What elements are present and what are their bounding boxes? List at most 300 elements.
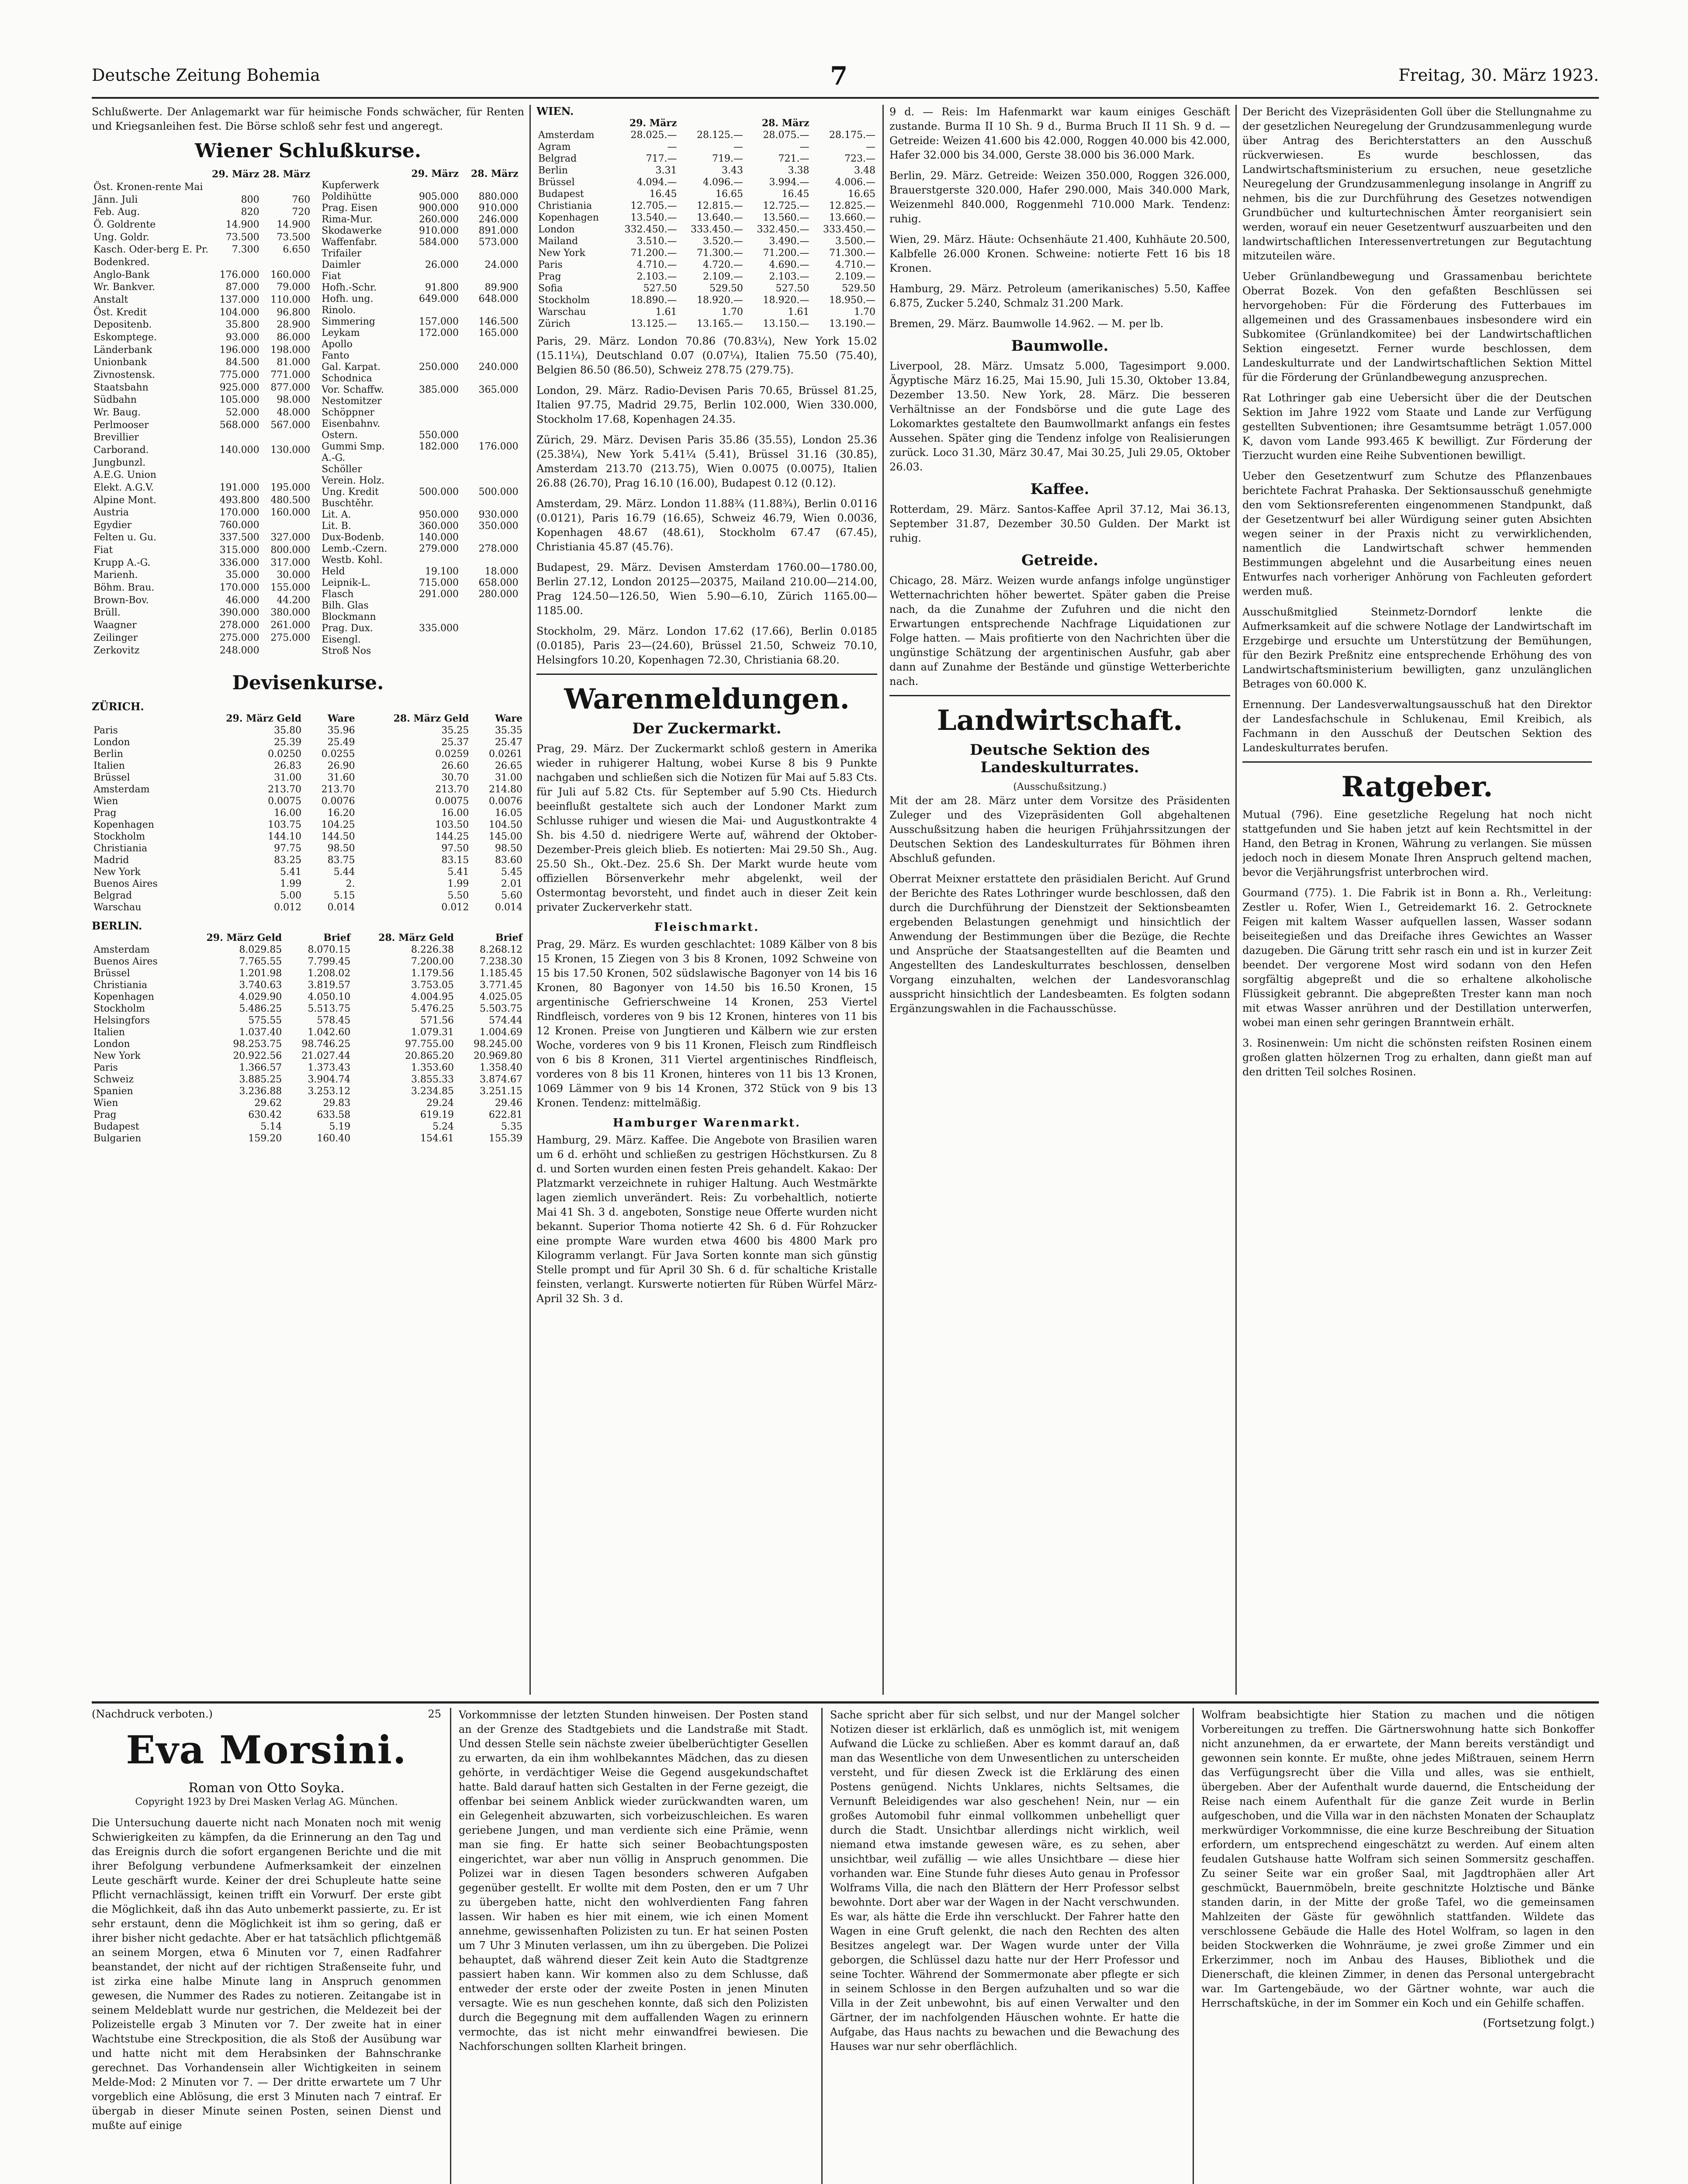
column-header bbox=[92, 713, 189, 725]
table-cell-label: Feb. Aug. bbox=[93, 207, 140, 218]
table-cell-value bbox=[401, 396, 460, 407]
table-cell-value bbox=[401, 612, 460, 623]
table-cell-label: Schöppner bbox=[322, 407, 374, 418]
table-cell-value: 275.000 bbox=[270, 632, 311, 643]
table-row bbox=[320, 396, 524, 407]
table-cell-value: 97.75 bbox=[274, 843, 302, 854]
table-cell-value: 719.— bbox=[712, 153, 743, 164]
table-row bbox=[320, 305, 524, 316]
table-cell-value: 83.75 bbox=[327, 855, 355, 866]
table-cell-value: 5.24 bbox=[432, 1121, 454, 1132]
table-cell-value: 16.00 bbox=[441, 808, 469, 819]
table-cell-value: 649.000 bbox=[419, 294, 459, 304]
table-cell-value bbox=[261, 432, 312, 444]
table-row bbox=[92, 956, 524, 968]
table-row bbox=[92, 319, 315, 332]
table-cell-value: 910.000 bbox=[419, 225, 459, 236]
table-cell-value bbox=[401, 305, 460, 316]
table-row bbox=[320, 589, 524, 600]
table-cell-value bbox=[261, 644, 312, 657]
commodity-note: Bremen, 29. März. Baumwolle 14.962. — M. per lb. bbox=[889, 318, 1164, 330]
table-cell-value bbox=[401, 271, 460, 282]
table-cell-value: 160.000 bbox=[270, 507, 311, 518]
table-cell-value: 493.800 bbox=[219, 494, 259, 506]
table-cell-value: 385.000 bbox=[419, 384, 459, 395]
commodity-note: 9 d. — Reis: Im Hafenmarkt war kaum einiges Geschäft zustande. Burma II 10 Sh. 9 d., Burma Bruch II 11 Sh. 9 d. — Getreide: Weizen 41.600 bis 42.000, Roggen 40.000 bis 42.000, Hafer 32.000 bis 34.000, Gerste 38.000 bis 36.000 Mark. bbox=[889, 106, 1230, 161]
table-cell-label: Italien bbox=[93, 1027, 125, 1038]
table-cell-value: 71.200.— bbox=[630, 248, 677, 259]
table-cell-value: 261.000 bbox=[270, 620, 311, 631]
table-cell-value bbox=[460, 453, 520, 464]
table-cell-value bbox=[460, 600, 520, 612]
table-cell-value bbox=[401, 600, 460, 612]
table-row bbox=[320, 225, 524, 237]
table-row bbox=[320, 498, 524, 509]
wien-label: WIEN. bbox=[536, 105, 574, 117]
table-cell-value: 550.000 bbox=[419, 430, 459, 441]
stock-tables bbox=[92, 168, 524, 657]
table-cell-value: 278.000 bbox=[478, 543, 519, 554]
table-cell-value: 350.000 bbox=[478, 521, 519, 532]
table-cell-label: Länderbank bbox=[93, 344, 152, 356]
column-header: 28. März bbox=[470, 168, 519, 180]
column-header: 29. März Geld bbox=[206, 932, 282, 943]
table-cell-label: Leykam bbox=[322, 328, 360, 339]
column-header bbox=[320, 168, 401, 180]
table-cell-label: Amsterdam bbox=[93, 784, 150, 795]
table-cell-label: Zerkovitz bbox=[93, 645, 140, 656]
table-row bbox=[92, 582, 315, 594]
table-cell-value: 14.900 bbox=[277, 219, 311, 231]
table-cell-value: 35.80 bbox=[274, 725, 302, 736]
table-cell-value: 170.000 bbox=[219, 507, 259, 518]
table-row bbox=[92, 831, 524, 843]
table-cell-value: 619.19 bbox=[420, 1109, 454, 1120]
table-cell-value bbox=[460, 396, 520, 407]
roman-author: Roman von Otto Soyka. bbox=[188, 1780, 345, 1796]
table-cell-value: 3.234.85 bbox=[411, 1086, 454, 1097]
table-cell-value: 214.80 bbox=[489, 784, 522, 795]
table-row bbox=[320, 259, 524, 271]
table-cell-value: 1.99 bbox=[447, 878, 469, 889]
table-cell-value: 0.0076 bbox=[321, 796, 355, 807]
table-cell-value: 83.60 bbox=[495, 855, 522, 866]
commodity-note: Berlin, 29. März. Getreide: Weizen 350.000, Roggen 326.000, Brauerstgerste 320.000, Hafer 290.000, Mais 340.000 Mark, Weizenmehl 840.000, Roggenmehl 710.000 Mark. Tendenz: ruhig. bbox=[889, 169, 1230, 225]
wien-table bbox=[536, 105, 877, 330]
table-cell-value: 26.60 bbox=[441, 760, 469, 771]
table-cell-label: Nestomitzer bbox=[322, 396, 382, 407]
table-cell-label: Zivnostensk. bbox=[93, 369, 156, 380]
table-row bbox=[536, 224, 877, 235]
table-cell-value: 5.486.25 bbox=[239, 1003, 282, 1014]
table-cell-label: Krupp A.-G. bbox=[93, 557, 151, 568]
table-row bbox=[536, 212, 877, 224]
table-cell-label: Gummi Smp. bbox=[322, 441, 385, 452]
table-row bbox=[536, 318, 877, 330]
table-cell-label: Westb. Kohl. bbox=[322, 555, 383, 566]
table-row bbox=[536, 283, 877, 294]
table-cell-value bbox=[210, 181, 261, 194]
table-cell-label: Christiania bbox=[93, 980, 148, 991]
table-cell-value: — bbox=[667, 142, 677, 152]
table-cell-label: Prag. Dux. bbox=[322, 623, 374, 634]
table-cell-value: 333.450.— bbox=[690, 224, 743, 235]
table-cell-label: Wien bbox=[93, 796, 118, 807]
table-cell-value: 30.000 bbox=[277, 570, 311, 581]
getreide-text: Chicago, 28. März. Weizen wurde anfangs infolge ungünstiger Wetternachrichten höher bewertet. Später gaben die Preise nach, da die Zunahme der Zufuhren und die nicht den Erwartungen entsprechende Nachfrage Liquidationen zur Folge hatten. — Mais profitierte von den Nachrichten über die ungünstige Schätzung der argentinischen Ausfuhr, gab aber dann auf Zunahme der Bestände und günstige Wetterberichte nach. bbox=[889, 574, 1230, 688]
table-cell-value bbox=[401, 418, 460, 430]
table-row bbox=[320, 191, 524, 203]
section-rule bbox=[536, 674, 877, 675]
table-cell-value: 13.190.— bbox=[829, 318, 875, 329]
table-cell-value: 71.300.— bbox=[696, 248, 743, 259]
table-cell-value bbox=[401, 373, 460, 384]
table-cell-label: Brüssel bbox=[538, 177, 575, 188]
table-row bbox=[92, 394, 315, 407]
table-cell-value: 5.35 bbox=[501, 1121, 522, 1132]
table-row bbox=[92, 544, 315, 557]
table-cell-value: 3.253.12 bbox=[308, 1086, 351, 1097]
table-cell-value: 1.70 bbox=[854, 307, 875, 318]
issue-date: Freitag, 30. März 1923. bbox=[1398, 66, 1599, 85]
table-cell-value: 35.000 bbox=[225, 570, 259, 581]
table-cell-value: 16.20 bbox=[327, 808, 355, 819]
table-cell-value: 527.50 bbox=[775, 283, 809, 294]
table-cell-value: 26.83 bbox=[274, 760, 302, 771]
table-cell-label: Blockmann bbox=[322, 612, 376, 622]
table-cell-value: 8.029.85 bbox=[239, 944, 282, 955]
table-cell-label: Held bbox=[322, 566, 345, 577]
table-cell-value: 31.00 bbox=[495, 772, 522, 783]
table-cell-value: 159.20 bbox=[248, 1133, 282, 1144]
table-cell-label: Buenos Aires bbox=[93, 878, 158, 889]
table-cell-label: Brüssel bbox=[93, 968, 130, 979]
table-cell-value: 28.125.— bbox=[696, 130, 743, 141]
sektion-heading: Deutsche Sektion des Landeskulturrates. bbox=[970, 741, 1150, 776]
table-cell-value: 16.00 bbox=[274, 808, 302, 819]
table-cell-value: 96.800 bbox=[277, 307, 311, 318]
table-cell-value: 83.15 bbox=[441, 855, 469, 866]
boersen-note: Amsterdam, 29. März. London 11.88¾ (11.88¾), Berlin 0.0116 (0.0121), Paris 16.79 (16.65), Schweiz 46.79, Wien 0.0036, Kopenhagen 48.67 (48.61), Stockholm 67.47 (67.45), Christiania 45.87 (45.76). bbox=[536, 498, 877, 553]
table-cell-value: 48.000 bbox=[277, 407, 311, 418]
table-row bbox=[92, 269, 315, 281]
table-cell-label: Eisengl. bbox=[322, 634, 361, 645]
table-cell-value: 28.900 bbox=[277, 319, 311, 331]
column-header: 28. März Geld bbox=[393, 713, 469, 724]
table-cell-label: Wr. Baug. bbox=[93, 407, 141, 418]
table-cell-label: Fiat bbox=[93, 545, 113, 556]
landwirtschaft-text-7: Ausschußmitglied Steinmetz-Dorndorf lenkte die Aufmerksamkeit auf die schwere Notlage der Landwirtschaft im Erzgebirge und ersuchte um Unterstützung der Bemühungen, für den Bezirk Preßnitz eine entsprechende Erhöhung des von Landwirtschaftsministerium bewilligten, ganz unzulänglichen Betrages von 60.000 K. bbox=[1242, 606, 1592, 690]
table-row bbox=[536, 188, 877, 200]
table-row bbox=[92, 854, 524, 866]
table-cell-value: 880.000 bbox=[478, 191, 519, 202]
table-cell-value: 4.710.— bbox=[835, 259, 875, 270]
table-cell-label: London bbox=[93, 1039, 130, 1050]
table-cell-value bbox=[460, 464, 520, 475]
table-cell-value: 250.000 bbox=[419, 362, 459, 373]
table-cell-value: 98.000 bbox=[277, 394, 311, 406]
table-cell-value: 5.00 bbox=[280, 890, 302, 901]
table-row bbox=[320, 464, 524, 475]
table-cell-value: 144.10 bbox=[268, 831, 302, 842]
table-cell-label: Öst. Kredit bbox=[93, 307, 147, 318]
table-cell-value: 1.358.40 bbox=[480, 1062, 522, 1073]
table-cell-value: 3.490.— bbox=[769, 236, 809, 247]
table-cell-value bbox=[210, 432, 261, 444]
table-cell-value: 0.0075 bbox=[268, 796, 302, 807]
table-cell-label: Budapest bbox=[93, 1121, 139, 1132]
table-cell-label: Flasch bbox=[322, 589, 354, 600]
table-row bbox=[92, 968, 524, 979]
table-cell-value bbox=[460, 430, 520, 441]
table-cell-value: 905.000 bbox=[419, 191, 459, 202]
table-cell-label: Kopenhagen bbox=[93, 992, 154, 1002]
table-cell-value: 20.969.80 bbox=[474, 1051, 522, 1061]
table-cell-value: 13.125.— bbox=[630, 318, 677, 329]
column-header: 29. März bbox=[411, 168, 459, 180]
commodity-note: Wien, 29. März. Häute: Ochsenhäute 21.400, Kuhhäute 20.500, Kalbfelle 26.000 Kronen. Schweine: notierte Fett 16 bis 18 Kronen. bbox=[889, 233, 1230, 274]
table-cell-value: 213.70 bbox=[268, 784, 302, 795]
table-cell-value: 52.000 bbox=[225, 407, 259, 418]
table-cell-value: 0.0250 bbox=[268, 749, 302, 760]
table-row bbox=[92, 206, 315, 219]
table-cell-value: 877.000 bbox=[270, 382, 311, 393]
table-cell-label: Belgrad bbox=[93, 890, 132, 901]
table-cell-value: 28.175.— bbox=[829, 130, 875, 141]
table-cell-value: 145.00 bbox=[489, 831, 522, 842]
table-cell-label: Daimler bbox=[322, 259, 361, 270]
column-header: Brief bbox=[495, 932, 522, 943]
table-cell-value: 1.004.69 bbox=[480, 1027, 522, 1038]
table-cell-value: 31.00 bbox=[274, 772, 302, 783]
table-cell-value: 26.65 bbox=[495, 760, 522, 771]
table-cell-value: 196.000 bbox=[219, 344, 259, 356]
table-cell-value: 1.366.57 bbox=[239, 1062, 282, 1073]
table-cell-label: Jänn. Juli bbox=[93, 194, 138, 205]
table-row bbox=[92, 494, 315, 507]
table-row bbox=[92, 1003, 524, 1015]
market-intro: Schlußwerte. Der Anlagemarkt war für heimische Fonds schwächer, für Renten und Kriegsanleihen fest. Die Börse schloß sehr fest und angeregt. bbox=[92, 106, 524, 132]
column-header: 28. März bbox=[263, 169, 311, 180]
page-number: 7 bbox=[830, 61, 848, 91]
table-cell-value: 71.200.— bbox=[763, 248, 809, 259]
ratgeber-heading: Ratgeber. bbox=[1341, 771, 1493, 803]
table-cell-label: Waffenfabr. bbox=[322, 237, 377, 248]
table-cell-value: 35.800 bbox=[225, 319, 259, 331]
table-cell-value: 89.900 bbox=[484, 282, 519, 293]
table-cell-value: 500.000 bbox=[478, 487, 519, 498]
table-cell-value: 3.819.57 bbox=[308, 980, 351, 991]
table-row bbox=[92, 607, 315, 619]
table-row bbox=[320, 362, 524, 373]
table-cell-value bbox=[261, 181, 312, 194]
table-cell-value: 4.006.— bbox=[835, 177, 875, 188]
table-row bbox=[92, 1121, 524, 1133]
table-row bbox=[92, 772, 524, 784]
column-header bbox=[92, 168, 210, 181]
table-cell-value: 154.61 bbox=[420, 1133, 454, 1144]
table-row bbox=[92, 632, 315, 644]
table-cell-value: 2.109.— bbox=[702, 271, 743, 282]
table-cell-label: Hofh. ung. bbox=[322, 294, 374, 304]
devisenkurse-heading: Devisenkurse. bbox=[232, 672, 384, 694]
table-cell-value: 3.855.33 bbox=[411, 1074, 454, 1085]
table-cell-value: 760.000 bbox=[219, 519, 259, 531]
table-cell-value: 7.799.45 bbox=[308, 956, 351, 967]
table-cell-label: Schweiz bbox=[93, 1074, 134, 1085]
table-cell-label: Christiania bbox=[538, 200, 592, 211]
table-row bbox=[92, 456, 315, 469]
table-cell-label: Lit. A. bbox=[322, 509, 351, 520]
table-cell-value bbox=[460, 248, 520, 259]
table-row bbox=[92, 1097, 524, 1109]
table-cell-value: 3.885.25 bbox=[239, 1074, 282, 1085]
table-cell-value: 4.720.— bbox=[702, 259, 743, 270]
table-cell-value: 584.000 bbox=[419, 237, 459, 248]
table-cell-value: 12.815.— bbox=[696, 200, 743, 211]
table-cell-label: Eskomptege. bbox=[93, 332, 157, 343]
table-cell-value: 3.236.88 bbox=[239, 1086, 282, 1097]
table-cell-value bbox=[401, 407, 460, 418]
table-cell-label: Eisenbahnv. bbox=[322, 418, 380, 429]
table-cell-label: Amsterdam bbox=[93, 944, 150, 955]
table-row bbox=[320, 612, 524, 623]
table-cell-value: 71.300.— bbox=[829, 248, 875, 259]
table-cell-value: 98.746.25 bbox=[301, 1039, 351, 1050]
table-row bbox=[536, 247, 877, 259]
table-cell-value bbox=[460, 555, 520, 566]
table-cell-value: 155.000 bbox=[270, 582, 311, 594]
table-cell-value: 910.000 bbox=[478, 203, 519, 214]
table-row bbox=[536, 235, 877, 247]
table-cell-value: 146.500 bbox=[478, 316, 519, 327]
table-cell-value: 1.70 bbox=[721, 307, 743, 318]
table-cell-value: 165.000 bbox=[478, 328, 519, 339]
table-cell-value bbox=[401, 339, 460, 350]
table-row bbox=[92, 843, 524, 854]
landwirtschaft-column bbox=[889, 105, 1230, 1699]
table-cell-label: Rima-Mur. bbox=[322, 214, 373, 225]
table-cell-value: 1.61 bbox=[788, 307, 809, 318]
table-cell-value bbox=[460, 271, 520, 282]
table-cell-label: Vor. Schaffw. bbox=[322, 384, 384, 395]
table-cell-label: Sofia bbox=[538, 283, 563, 294]
table-cell-value: 1.99 bbox=[280, 878, 302, 889]
zurich-label: ZÜRICH. bbox=[92, 700, 144, 713]
table-cell-value: 820 bbox=[241, 207, 259, 218]
table-cell-label: Waagner bbox=[93, 620, 137, 631]
table-row bbox=[320, 373, 524, 384]
table-cell-value: 332.450.— bbox=[624, 224, 677, 235]
table-row bbox=[92, 1074, 524, 1085]
table-cell-value: 575.55 bbox=[248, 1015, 282, 1026]
table-cell-label: Warschau bbox=[93, 902, 142, 913]
table-cell-value: 19.100 bbox=[425, 566, 459, 577]
table-cell-value: 20.922.56 bbox=[233, 1051, 282, 1061]
table-cell-value: 3.43 bbox=[721, 165, 743, 176]
table-cell-value bbox=[261, 456, 312, 469]
table-cell-label: Kupferwerk bbox=[322, 180, 379, 191]
table-cell-value: 140.000 bbox=[219, 444, 259, 456]
table-row bbox=[92, 944, 524, 956]
table-row bbox=[92, 902, 524, 913]
table-cell-value: 13.165.— bbox=[696, 318, 743, 329]
table-cell-value: 5.50 bbox=[447, 890, 469, 901]
table-cell-label: Prag bbox=[93, 1109, 117, 1120]
fleischmarkt-text: Prag, 29. März. Es wurden geschlachtet: 1089 Kälber von 8 bis 15 Kronen, 15 Ziegen von 3 bis 8 Kronen, 1092 Schweine von 15 bis 17.50 Kronen, 502 südslawische Bagonyer von 14 bis 16 Kronen, 80 Bagonyer von 14.50 bis 16.50 Kronen, 15 argentinische Gefrierschweine 14 Kronen, 253 Viertel Rindfleisch, vorderes von 9 bis 12 Kronen, hinteres von 11 bis 12 Kronen. Preise von Jungtieren und Kälbern wie zur ersten Woche, vorderes von 9 bis 11 Kronen, Fleisch zum Rindfleisch von 6 bis 8 Kronen, 311 Viertel argentinisches Rindfleisch, vorderes von 8 bis 11 Kronen, hinteres von 11 bis 13 Kronen, 1069 Lämmer von 9 bis 14 Kronen, 372 Stück von 9 bis 13 Kronen. Tendenz: mittelmäßig. bbox=[536, 938, 877, 1109]
table-row bbox=[320, 282, 524, 294]
table-cell-value: 18.920.— bbox=[763, 295, 809, 306]
table-cell-value: 715.000 bbox=[419, 577, 459, 588]
table-cell-value: 157.000 bbox=[419, 316, 459, 327]
table-cell-label: Felten u. Gu. bbox=[93, 532, 157, 543]
table-row bbox=[92, 1050, 524, 1062]
table-row bbox=[320, 180, 524, 191]
table-cell-value: 336.000 bbox=[219, 557, 259, 568]
table-cell-value: 155.39 bbox=[489, 1133, 522, 1144]
table-cell-value: 2.103.— bbox=[769, 271, 809, 282]
table-cell-label: Belgrad bbox=[538, 153, 577, 164]
table-cell-value: 800 bbox=[241, 194, 259, 205]
table-cell-value: 633.58 bbox=[317, 1109, 351, 1120]
table-row bbox=[92, 619, 315, 632]
table-cell-value: 3.500.— bbox=[835, 236, 875, 247]
table-row bbox=[92, 644, 315, 657]
column-divider bbox=[450, 1708, 451, 2184]
table-cell-value: 13.540.— bbox=[630, 212, 677, 223]
table-cell-value: 79.000 bbox=[277, 282, 311, 293]
table-cell-label: Anstalt bbox=[93, 294, 128, 305]
table-row bbox=[320, 543, 524, 555]
table-cell-value: 0.014 bbox=[495, 902, 522, 913]
table-cell-value bbox=[460, 339, 520, 350]
table-cell-value bbox=[401, 634, 460, 646]
table-cell-value: 104.50 bbox=[489, 819, 522, 830]
zuckermarkt-text: Prag, 29. März. Der Zuckermarkt schloß gestern in Amerika wieder in ruhigerer Haltung, wobei Kurse 8 bis 9 Punkte nachgaben und schließen sich die Notizen für Mai auf 5.83 Cts. für Juli auf 5.82 Cts. für September auf 5.90 Cts. Hiedurch beeinflußt gestaltete sich auch der Londoner Markt zum Schlusse ruhiger und wiesen die Mai- und Augustkontrakte 4 Sh. bis 4.50 d. niedrigere Werte auf, während der Oktober-Dezember-Preis gleich blieb. Es notierten: Mai 29.50 Sh., Aug. 25.50 Sh., Okt.-Dez. 25.6 Sh. Der Markt wurde heute vom offiziellen Börsenverkehr mehr abgelenkt, weil der Ostermontag bevorsteht, und findet auch in dieser Zeit kein privater Zuckerverkehr statt. bbox=[536, 743, 877, 913]
table-cell-label: New York bbox=[93, 867, 141, 878]
table-cell-value bbox=[401, 350, 460, 362]
table-cell-value: 18.950.— bbox=[829, 295, 875, 306]
roman-column-1 bbox=[92, 1708, 441, 2184]
nachdruck-note: (Nachdruck verboten.) bbox=[92, 1708, 213, 1720]
table-cell-value: 5.45 bbox=[501, 867, 522, 878]
boersen-note: Paris, 29. März. London 70.86 (70.83¼), New York 15.02 (15.11¼), Deutschland 0.07 (0.07¼), Italien 75.50 (75.40), Belgien 86.50 (86.50), Schweiz 278.75 (279.75). bbox=[536, 335, 877, 376]
landwirtschaft-text-4: Ueber Grünlandbewegung und Grassamenbau berichtete Oberrat Bozek. Von den gefaßten Beschlüssen sei hervorgehoben: Für die Förderung des Futterbaues im allgemeinen und des Grassamenbaues insbesondere wird ein Subkomitee (Grünlandkomitee) bei der Landwirtschaftlichen Sektion eingesetzt. Ferner wurde beschlossen, dem Landeskulturrate und der Landwirtschaftlichen Sektion Mittel für die Förderung der Grünlandbewegung anzusprechen. bbox=[1242, 270, 1592, 384]
table-row bbox=[92, 507, 315, 519]
table-cell-value: 24.000 bbox=[484, 259, 519, 270]
table-cell-value: 14.900 bbox=[225, 219, 259, 231]
table-row bbox=[92, 256, 315, 269]
table-row bbox=[92, 1015, 524, 1026]
table-cell-value: 172.000 bbox=[419, 328, 459, 339]
table-cell-value: 246.000 bbox=[478, 214, 519, 225]
table-cell-value: 315.000 bbox=[219, 545, 259, 556]
table-cell-label: Kopenhagen bbox=[93, 819, 154, 830]
table-cell-value: 3.874.67 bbox=[480, 1074, 522, 1085]
table-cell-label: Rinolo. bbox=[322, 305, 356, 316]
table-cell-label: Ostern. bbox=[322, 430, 358, 441]
installment-number: 25 bbox=[428, 1708, 441, 1720]
table-row bbox=[92, 878, 524, 890]
table-row bbox=[92, 594, 315, 607]
roman-column-4 bbox=[1201, 1708, 1595, 2184]
table-cell-value: 3.771.45 bbox=[480, 980, 522, 991]
table-cell-label: Südbahn bbox=[93, 394, 137, 406]
table-row bbox=[92, 219, 315, 232]
table-cell-value: 25.49 bbox=[327, 737, 355, 748]
table-cell-label: Simmering bbox=[322, 316, 375, 327]
table-cell-value: 260.000 bbox=[419, 214, 459, 225]
